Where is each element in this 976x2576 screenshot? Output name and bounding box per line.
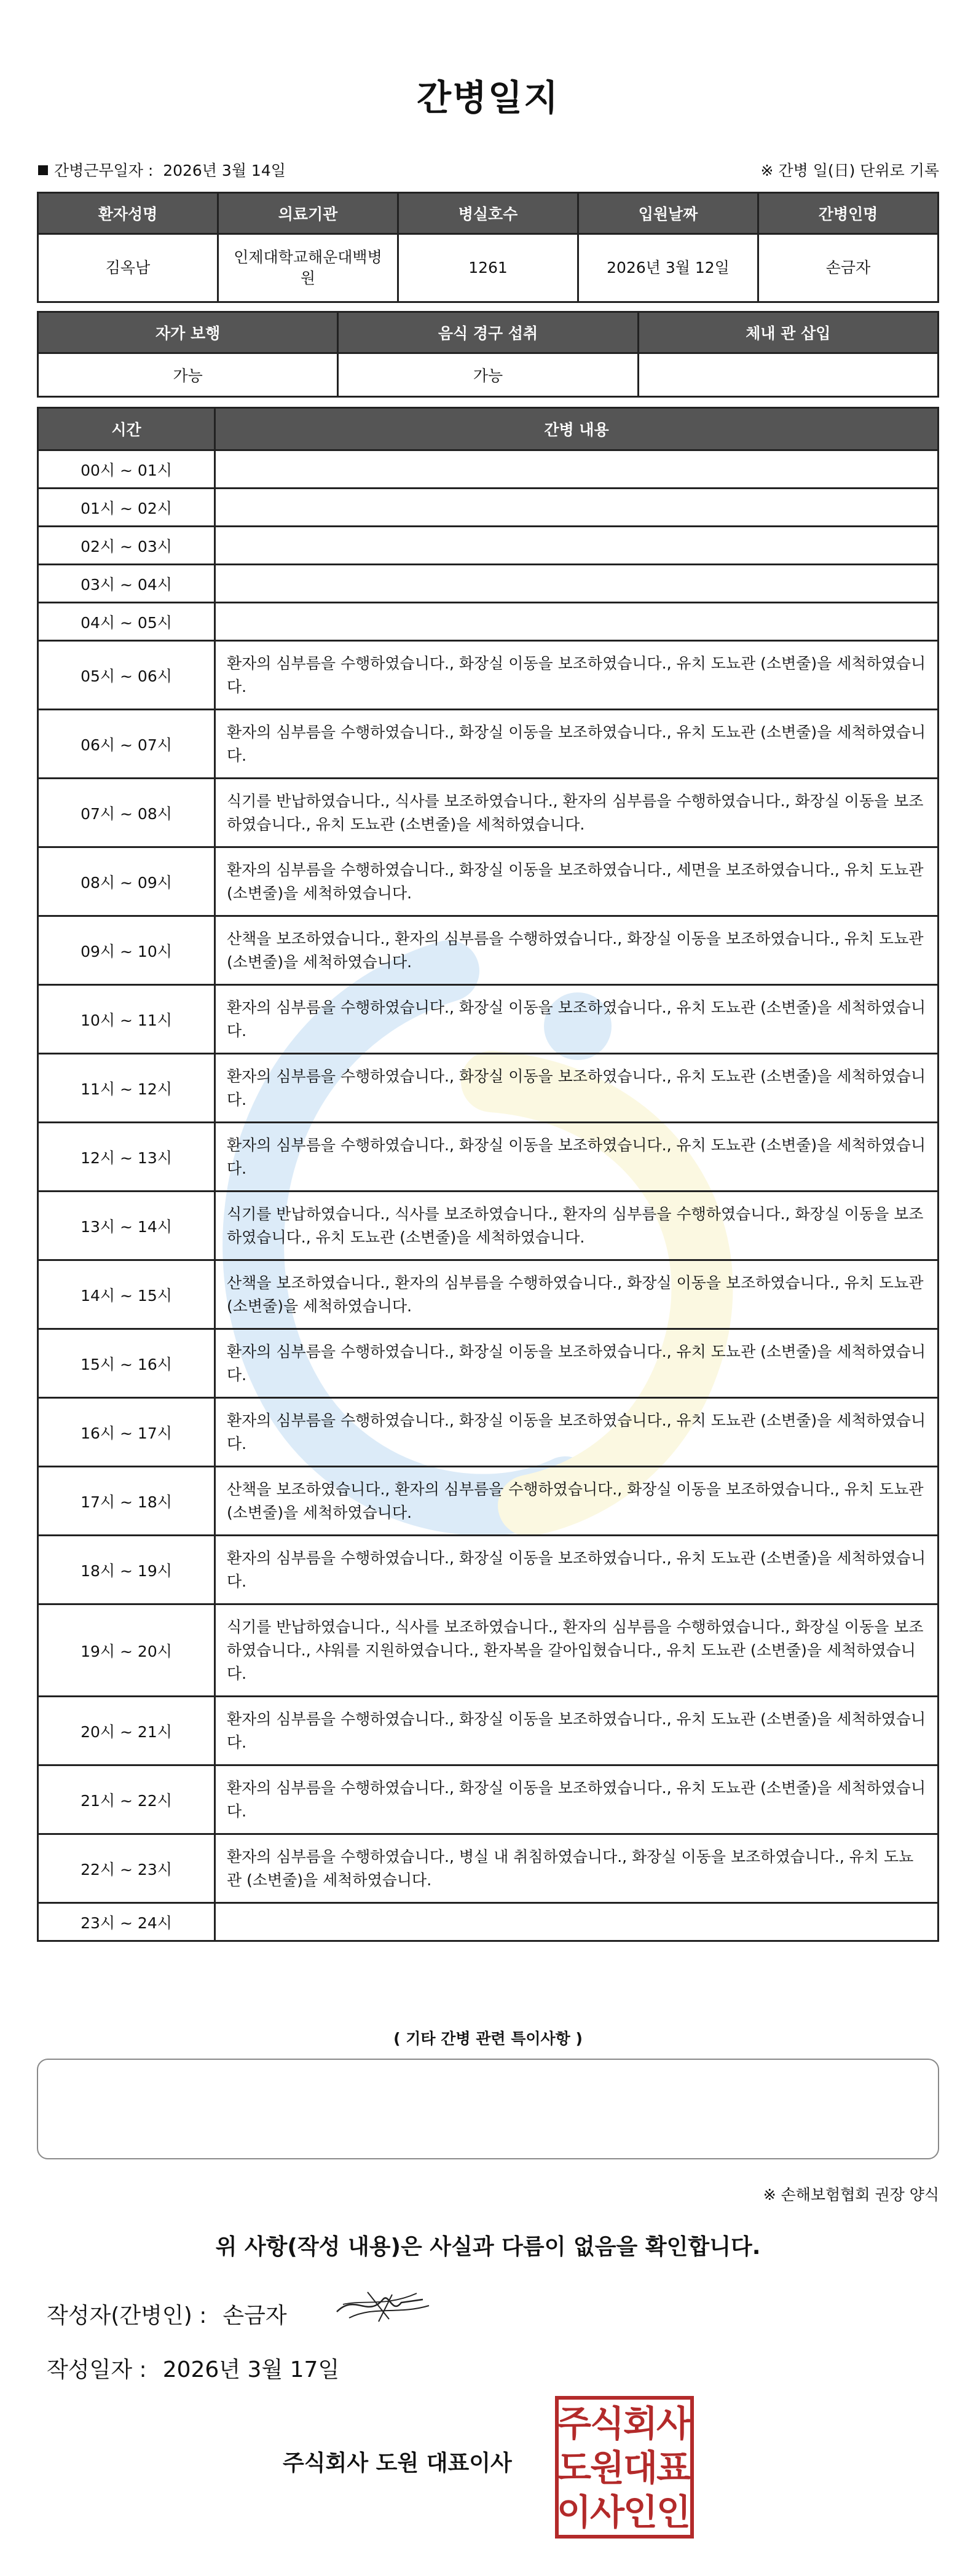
seal-character: 표 bbox=[656, 2447, 691, 2489]
table-row bbox=[38, 916, 939, 985]
table-row bbox=[38, 1697, 939, 1765]
patient-info-row bbox=[38, 234, 939, 302]
care-content bbox=[215, 1903, 939, 1941]
confirmation-statement: 위 사항(작성 내용)은 사실과 다름이 없음을 확인합니다. bbox=[215, 2234, 761, 2260]
table-row bbox=[38, 1398, 939, 1467]
table-row bbox=[38, 1834, 939, 1903]
patient-status-header-row bbox=[38, 312, 939, 353]
time-slot: 19시 ~ 20시 bbox=[38, 1604, 215, 1697]
time-slot: 05시 ~ 06시 bbox=[38, 641, 215, 710]
seal-character: 인 bbox=[623, 2491, 658, 2533]
time-slot: 04시 ~ 05시 bbox=[38, 603, 215, 641]
work-date-label: 간병근무일자 : bbox=[54, 162, 154, 179]
care-content: 환자의 심부름을 수행하였습니다., 화장실 이동을 보조하였습니다., 유치 도뇨관 (소변줄)을 세척하였습니다. bbox=[215, 1697, 939, 1765]
time-slot: 03시 ~ 04시 bbox=[38, 565, 215, 603]
header-hospital: 의료기관 bbox=[218, 193, 398, 234]
time-slot: 02시 ~ 03시 bbox=[38, 527, 215, 565]
time-slot: 20시 ~ 21시 bbox=[38, 1697, 215, 1765]
care-content: 환자의 심부름을 수행하였습니다., 화장실 이동을 보조하였습니다., 유치 도뇨관 (소변줄)을 세척하였습니다. bbox=[215, 1765, 939, 1834]
time-slot: 23시 ~ 24시 bbox=[38, 1903, 215, 1941]
table-row bbox=[38, 1903, 939, 1941]
header-tube-insertion: 체내 관 삽입 bbox=[638, 312, 938, 353]
time-slot: 13시 ~ 14시 bbox=[38, 1192, 215, 1260]
care-content: 환자의 심부름을 수행하였습니다., 화장실 이동을 보조하였습니다., 유치 도뇨관 (소변줄)을 세척하였습니다. bbox=[215, 1329, 939, 1398]
table-row bbox=[38, 489, 939, 527]
time-slot: 09시 ~ 10시 bbox=[38, 916, 215, 985]
hospital-name-line2: 원 bbox=[300, 269, 316, 287]
remarks-box bbox=[37, 2059, 939, 2159]
hospital-name bbox=[218, 234, 398, 302]
time-slot: 10시 ~ 11시 bbox=[38, 985, 215, 1054]
care-content: 산책을 보조하였습니다., 환자의 심부름을 수행하였습니다., 화장실 이동을 보조하였습니다., 유치 도뇨관 (소변줄)을 세척하였습니다. bbox=[215, 916, 939, 985]
written-date-value: 2026년 3월 17일 bbox=[162, 2357, 340, 2382]
care-content: 환자의 심부름을 수행하였습니다., 화장실 이동을 보조하였습니다., 유치 도뇨관 (소변줄)을 세척하였습니다. bbox=[215, 1398, 939, 1467]
time-slot: 18시 ~ 19시 bbox=[38, 1536, 215, 1604]
care-log-table bbox=[37, 407, 939, 1942]
company-seal-icon bbox=[554, 2395, 695, 2539]
care-content bbox=[215, 603, 939, 641]
header-care-content: 간병 내용 bbox=[215, 408, 939, 450]
table-row bbox=[38, 710, 939, 779]
care-content: 산책을 보조하였습니다., 환자의 심부름을 수행하였습니다., 화장실 이동을 보조하였습니다., 유치 도뇨관 (소변줄)을 세척하였습니다. bbox=[215, 1260, 939, 1329]
seal-character: 인 bbox=[656, 2491, 691, 2533]
header-admission-date: 입원날짜 bbox=[578, 193, 758, 234]
care-content: 환자의 심부름을 수행하였습니다., 병실 내 취침하였습니다., 화장실 이동을 보조하였습니다., 유치 도뇨관 (소변줄)을 세척하였습니다. bbox=[215, 1834, 939, 1903]
care-content bbox=[215, 527, 939, 565]
patient-info-header-row bbox=[38, 193, 939, 234]
care-content bbox=[215, 489, 939, 527]
time-slot: 15시 ~ 16시 bbox=[38, 1329, 215, 1398]
seal-character: 사 bbox=[589, 2491, 625, 2533]
patient-info-table bbox=[37, 192, 939, 303]
writer-name: 손금자 bbox=[222, 2303, 287, 2328]
time-slot: 16시 ~ 17시 bbox=[38, 1398, 215, 1467]
table-row bbox=[38, 1192, 939, 1260]
care-content: 환자의 심부름을 수행하였습니다., 화장실 이동을 보조하였습니다., 세면을 보조하였습니다., 유치 도뇨관 (소변줄)을 세척하였습니다. bbox=[215, 847, 939, 916]
table-row bbox=[38, 779, 939, 847]
time-slot: 17시 ~ 18시 bbox=[38, 1467, 215, 1536]
time-slot: 12시 ~ 13시 bbox=[38, 1123, 215, 1192]
care-content: 식기를 반납하였습니다., 식사를 보조하였습니다., 환자의 심부름을 수행하였습니다., 화장실 이동을 보조하였습니다., 샤워를 지원하였습니다., 환자복을 갈아입혔습니다., 유치 도뇨관 (소변줄)을 세척하였습니다. bbox=[215, 1604, 939, 1697]
table-row bbox=[38, 527, 939, 565]
table-row bbox=[38, 1604, 939, 1697]
care-content bbox=[215, 450, 939, 489]
table-row bbox=[38, 565, 939, 603]
company-representative: 주식회사 도원 대표이사 bbox=[283, 2451, 512, 2476]
header-patient-name: 환자성명 bbox=[38, 193, 218, 234]
oral-intake-value: 가능 bbox=[338, 353, 638, 397]
table-row bbox=[38, 641, 939, 710]
header-caregiver: 간병인명 bbox=[758, 193, 939, 234]
time-slot: 08시 ~ 09시 bbox=[38, 847, 215, 916]
table-row bbox=[38, 1123, 939, 1192]
header-time: 시간 bbox=[38, 408, 215, 450]
table-row bbox=[38, 847, 939, 916]
writer-line bbox=[47, 2298, 287, 2330]
work-date bbox=[38, 159, 286, 181]
written-date-line bbox=[47, 2352, 339, 2384]
time-slot: 06시 ~ 07시 bbox=[38, 710, 215, 779]
care-content: 환자의 심부름을 수행하였습니다., 화장실 이동을 보조하였습니다., 유치 도뇨관 (소변줄)을 세척하였습니다. bbox=[215, 1054, 939, 1123]
table-row bbox=[38, 1054, 939, 1123]
time-slot: 01시 ~ 02시 bbox=[38, 489, 215, 527]
care-content: 환자의 심부름을 수행하였습니다., 화장실 이동을 보조하였습니다., 유치 도뇨관 (소변줄)을 세척하였습니다. bbox=[215, 1123, 939, 1192]
time-slot: 11시 ~ 12시 bbox=[38, 1054, 215, 1123]
seal-character: 회 bbox=[623, 2403, 658, 2444]
patient-status-table bbox=[37, 311, 939, 398]
time-slot: 00시 ~ 01시 bbox=[38, 450, 215, 489]
admission-date: 2026년 3월 12일 bbox=[578, 234, 758, 302]
writer-label: 작성자(간병인) : bbox=[47, 2303, 207, 2328]
signature-icon bbox=[331, 2281, 435, 2330]
remarks-title: ( 기타 간병 관련 특이사항 ) bbox=[393, 2030, 583, 2048]
work-date-value: 2026년 3월 14일 bbox=[163, 162, 286, 179]
room-number: 1261 bbox=[398, 234, 578, 302]
time-slot: 14시 ~ 15시 bbox=[38, 1260, 215, 1329]
page-title: 간병일지 bbox=[416, 77, 560, 119]
care-content bbox=[215, 565, 939, 603]
care-content: 환자의 심부름을 수행하였습니다., 화장실 이동을 보조하였습니다., 유치 도뇨관 (소변줄)을 세척하였습니다. bbox=[215, 1536, 939, 1604]
seal-character: 주 bbox=[556, 2403, 592, 2444]
table-row bbox=[38, 985, 939, 1054]
tube-insertion-value bbox=[638, 353, 938, 397]
seal-character: 대 bbox=[623, 2447, 658, 2489]
bullet-square-icon bbox=[38, 165, 48, 175]
table-row bbox=[38, 1260, 939, 1329]
table-row bbox=[38, 450, 939, 489]
seal-character: 도 bbox=[556, 2447, 592, 2489]
table-row bbox=[38, 1329, 939, 1398]
caregiver-name: 손금자 bbox=[758, 234, 939, 302]
table-row bbox=[38, 603, 939, 641]
table-row bbox=[38, 1536, 939, 1604]
care-content: 환자의 심부름을 수행하였습니다., 화장실 이동을 보조하였습니다., 유치 도뇨관 (소변줄)을 세척하였습니다. bbox=[215, 641, 939, 710]
care-content: 식기를 반납하였습니다., 식사를 보조하였습니다., 환자의 심부름을 수행하였습니다., 화장실 이동을 보조하였습니다., 유치 도뇨관 (소변줄)을 세척하였습니다. bbox=[215, 1192, 939, 1260]
header-self-walking: 자가 보행 bbox=[38, 312, 338, 353]
care-content: 식기를 반납하였습니다., 식사를 보조하였습니다., 환자의 심부름을 수행하였습니다., 화장실 이동을 보조하였습니다., 유치 도뇨관 (소변줄)을 세척하였습니다. bbox=[215, 779, 939, 847]
care-content: 환자의 심부름을 수행하였습니다., 화장실 이동을 보조하였습니다., 유치 도뇨관 (소변줄)을 세척하였습니다. bbox=[215, 985, 939, 1054]
self-walking-value: 가능 bbox=[38, 353, 338, 397]
record-unit-note: ※ 간병 일(日) 단위로 기록 bbox=[760, 162, 939, 179]
seal-character: 원 bbox=[589, 2447, 625, 2489]
patient-status-row bbox=[38, 353, 939, 397]
header-room: 병실호수 bbox=[398, 193, 578, 234]
seal-character: 사 bbox=[656, 2403, 691, 2444]
care-log-header-row bbox=[38, 408, 939, 450]
care-content: 산책을 보조하였습니다., 환자의 심부름을 수행하였습니다., 화장실 이동을 보조하였습니다., 유치 도뇨관 (소변줄)을 세척하였습니다. bbox=[215, 1467, 939, 1536]
hospital-name-line1: 인제대학교해운대백병 bbox=[234, 248, 382, 266]
care-content: 환자의 심부름을 수행하였습니다., 화장실 이동을 보조하였습니다., 유치 도뇨관 (소변줄)을 세척하였습니다. bbox=[215, 710, 939, 779]
table-row bbox=[38, 1467, 939, 1536]
patient-name: 김옥남 bbox=[38, 234, 218, 302]
time-slot: 07시 ~ 08시 bbox=[38, 779, 215, 847]
form-note: ※ 손해보험협회 권장 양식 bbox=[763, 2186, 939, 2204]
table-row bbox=[38, 1765, 939, 1834]
time-slot: 21시 ~ 22시 bbox=[38, 1765, 215, 1834]
seal-character: 이 bbox=[556, 2491, 592, 2533]
time-slot: 22시 ~ 23시 bbox=[38, 1834, 215, 1903]
written-date-label: 작성일자 : bbox=[47, 2357, 147, 2382]
seal-character: 식 bbox=[589, 2403, 625, 2444]
header-oral-intake: 음식 경구 섭취 bbox=[338, 312, 638, 353]
